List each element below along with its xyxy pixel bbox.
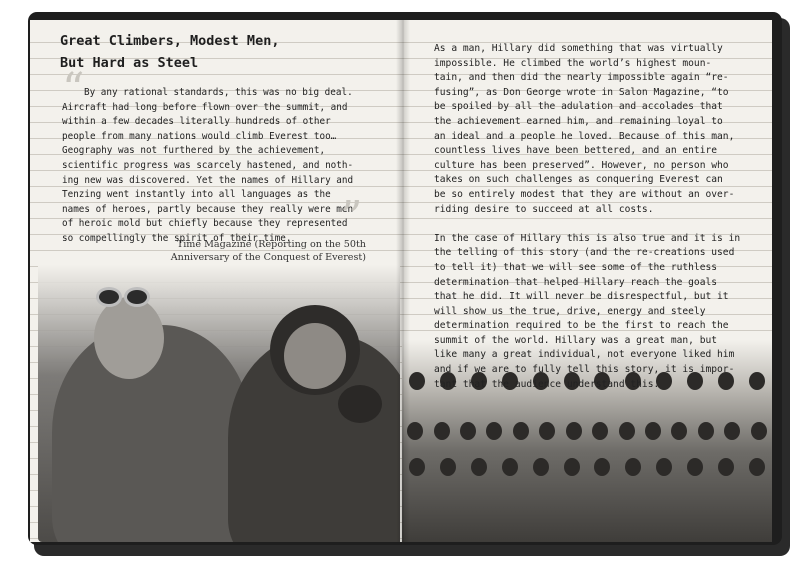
body-line: to tell it) that we will see some of the ruthless bbox=[434, 261, 718, 273]
body-line: In the case of Hillary this is also true and it is in bbox=[434, 232, 741, 244]
body-line: be so entirely modest that they are without an over- bbox=[434, 188, 735, 200]
quote-line: Tenzing went instantly into all languages as the bbox=[62, 189, 331, 201]
paragraph-gap bbox=[434, 217, 764, 232]
body-line: the telling of this story (and the re-creations used bbox=[434, 247, 735, 259]
body-line: riding desire to succeed at all costs. bbox=[434, 203, 654, 215]
body-line: an ideal and a people he loved. Because of this man, bbox=[434, 130, 735, 142]
crowd-row-front bbox=[402, 458, 772, 476]
body-line: that he did. It will never be disrespectful, but it bbox=[434, 291, 729, 303]
quote-line: By any rational standards, this was no big deal. bbox=[84, 87, 353, 98]
body-line: countless lives have been bettered, and an entire bbox=[434, 145, 718, 157]
body-line: tain, and then did the nearly impossible again “re- bbox=[434, 72, 729, 84]
page-title bbox=[60, 30, 360, 74]
body-line: determination that helped Hillary reach the goals bbox=[434, 276, 718, 288]
body-line: be spoiled by all the adulation and accolades that bbox=[434, 101, 723, 113]
body-line: determination required to be the first to reach the bbox=[434, 320, 729, 332]
quote-attribution bbox=[150, 238, 366, 264]
quote-line: scientific progress was scarcely hastened, and noth- bbox=[62, 159, 354, 171]
body-line: takes on such challenges as conquering Everest can bbox=[434, 174, 723, 186]
body-line: the achievement earned him, and remaining loyal to bbox=[434, 115, 723, 127]
attribution-line: Anniversary of the Conquest of Everest) bbox=[170, 252, 366, 263]
body-line: culture has been preserved”. However, no person who bbox=[434, 159, 729, 171]
page-gutter bbox=[396, 20, 410, 542]
photo-hillary-tenzing bbox=[38, 265, 400, 542]
quote-line: people from many nations would climb Everest too… bbox=[62, 130, 337, 142]
close-quote-icon: ” bbox=[340, 192, 363, 243]
title-line: Great Climbers, Modest Men, bbox=[60, 33, 280, 49]
article-body bbox=[434, 42, 764, 392]
quote-line: ing new was discovered. Yet the names of Hillary and bbox=[62, 174, 354, 186]
attribution-line: Time Magazine (Reporting on the 50th bbox=[176, 239, 366, 250]
body-line: will show us the true, drive, energy and steely bbox=[434, 305, 706, 317]
open-quote-icon: “ bbox=[62, 64, 85, 115]
climber-left-head bbox=[94, 297, 164, 379]
crowd-row-middle bbox=[402, 422, 772, 440]
body-line: and if we are to fully tell this story, it is impor- bbox=[434, 364, 735, 376]
oxygen-mask bbox=[338, 385, 382, 423]
quote-line: Aircraft had long before flown over the summit, and bbox=[62, 101, 348, 113]
goggles-icon bbox=[96, 287, 122, 307]
quote-line: of heroic mold but chiefly because they represented bbox=[62, 218, 348, 230]
body-line: fusing”, as Don George wrote in Salon Magazine, “to bbox=[434, 86, 729, 98]
quote-line: so compellingly the spirit of their time. bbox=[62, 232, 292, 244]
body-line: As a man, Hillary did something that was virtually bbox=[434, 43, 723, 54]
goggles-icon bbox=[124, 287, 150, 307]
title-line: But Hard as Steel bbox=[60, 55, 199, 71]
quote-line: within a few decades literally hundreds of other bbox=[62, 116, 331, 128]
climber-right-face bbox=[284, 323, 346, 389]
body-line: like many a great individual, not everyone liked him bbox=[434, 349, 735, 361]
body-line: summit of the world. Hillary was a great man, but bbox=[434, 334, 718, 346]
body-line: impossible. He climbed the world’s highest moun- bbox=[434, 57, 712, 69]
quote-line: Geography was not furthered by the achievement, bbox=[62, 145, 326, 157]
body-line: tant that the audience understand this. bbox=[434, 378, 660, 390]
quote-block bbox=[62, 86, 372, 247]
quote-line: names of heroes, partly because they really were men bbox=[62, 203, 354, 215]
